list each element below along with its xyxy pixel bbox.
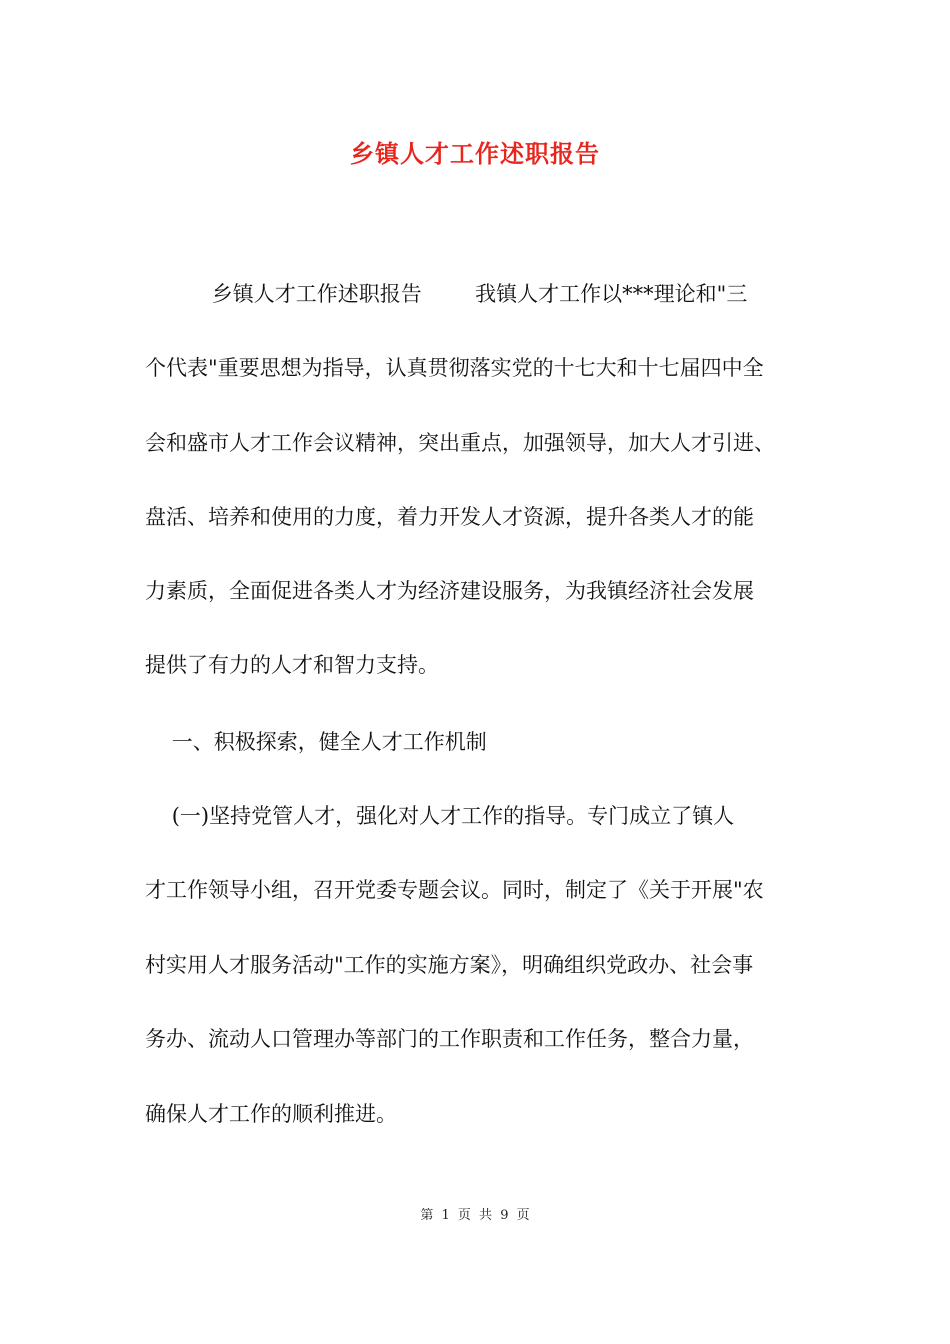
body-line: 才工作领导小组，召开党委专题会议。同时，制定了《关于开展"农 xyxy=(145,878,764,902)
body-line: 确保人才工作的顺利推进。 xyxy=(145,1102,397,1126)
section-heading: 一、积极探索，健全人才工作机制 xyxy=(145,730,487,754)
page-number: 第 1 页 共 9 页 xyxy=(420,1208,530,1223)
body-line: 乡镇人才工作述职报告 我镇人才工作以***理论和"三 xyxy=(145,282,748,306)
body-line: 提供了有力的人才和智力支持。 xyxy=(145,653,439,677)
body-line: 务办、流动人口管理办等部门的工作职责和工作任务，整合力量， xyxy=(145,1027,754,1051)
body-line: 力素质，全面促进各类人才为经济建设服务，为我镇经济社会发展 xyxy=(145,579,754,603)
document-title: 乡镇人才工作述职报告 xyxy=(350,139,600,168)
body-line: 盘活、培养和使用的力度，着力开发人才资源，提升各类人才的能 xyxy=(145,505,754,529)
body-line: 会和盛市人才工作会议精神，突出重点，加强领导，加大人才引进、 xyxy=(145,431,775,455)
body-line: 个代表"重要思想为指导，认真贯彻落实党的十七大和十七届四中全 xyxy=(145,356,764,380)
body-line: (一)坚持党管人才，强化对人才工作的指导。专门成立了镇人 xyxy=(145,804,735,828)
body-line: 村实用人才服务活动"工作的实施方案》，明确组织党政办、社会事 xyxy=(145,953,754,977)
